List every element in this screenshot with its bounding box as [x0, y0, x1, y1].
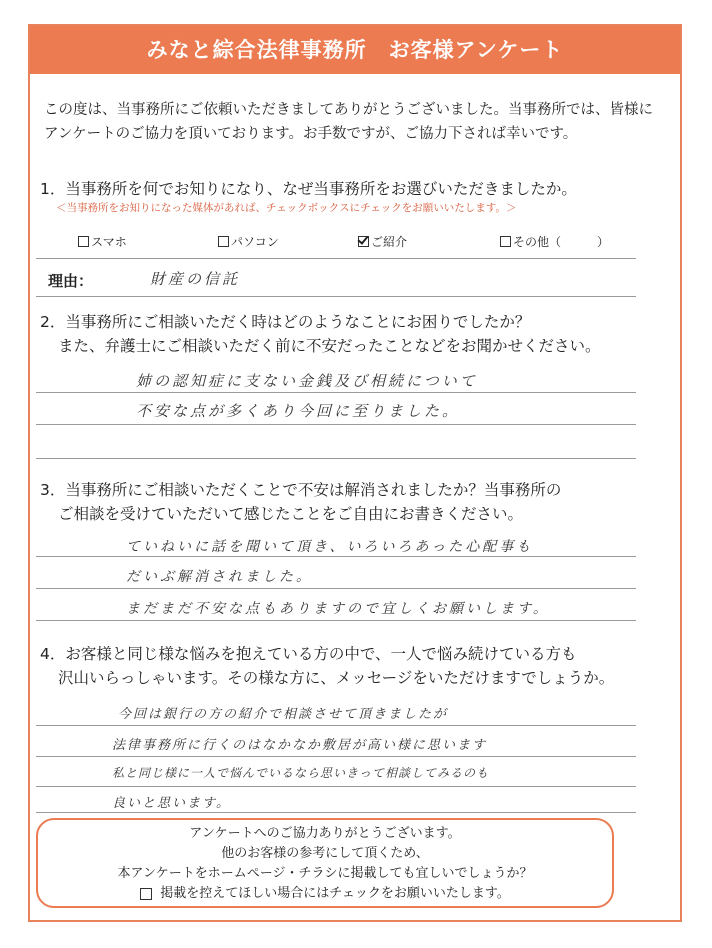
survey-title: みなと綜合法律事務所 お客様アンケート	[30, 26, 680, 74]
question-3	[40, 478, 561, 526]
answer-line	[36, 786, 636, 787]
reason-answer: 財産の信託	[150, 270, 241, 288]
answer-line	[36, 756, 636, 757]
checkbox-icon[interactable]	[500, 236, 511, 247]
answer-3-line-1: ていねいに話を聞いて頂き、いろいろあった心配事も	[126, 539, 534, 555]
checkbox-icon[interactable]	[218, 236, 229, 247]
checkbox-icon[interactable]	[78, 236, 89, 247]
question-1: 1．当事務所を何でお知りになり、なぜ当事務所をお選びいただきましたか。	[40, 180, 577, 198]
question-4-line-2: 沢山いらっしゃいます。その様な方に、メッセージをいただけますでしょうか。	[58, 669, 615, 687]
intro-text	[44, 98, 674, 146]
footer-line-1: アンケートへのご協力ありがとうございます。	[189, 826, 461, 841]
answer-3-line-3: まだまだ不安な点もありますので宜しくお願いします。	[126, 601, 550, 617]
question-1-note: ＜当事務所をお知りになった媒体があれば、チェックボックスにチェックをお願いいたします。＞	[56, 202, 517, 214]
checkbox-label: パソコン	[231, 235, 279, 249]
question-2-line-2: また、弁護士にご相談いただく前に不安だったことなどをお聞かせください。	[58, 337, 601, 355]
reason-label: 理由：	[48, 272, 94, 290]
answer-2-line-1: 姉の認知症に支ない金銭及び相続について	[136, 372, 478, 390]
publication-opt-out[interactable]	[38, 884, 612, 904]
answer-4-line-4: 良いと思います。	[112, 796, 231, 811]
answer-3-line-2: だいぶ解消されました。	[126, 569, 313, 585]
question-3-line-1: 3．当事務所にご相談いただくことで不安は解消されましたか？当事務所の	[40, 481, 562, 499]
answer-line	[36, 725, 636, 726]
checkbox-label: スマホ	[91, 235, 127, 249]
publication-consent-box	[36, 818, 614, 908]
checkbox-smartphone[interactable]	[78, 233, 127, 250]
question-4	[40, 642, 614, 690]
footer-line-4: 掲載を控えてほしい場合にはチェックをお願いいたします。	[160, 886, 510, 901]
answer-line	[36, 812, 636, 813]
checkbox-referral[interactable]	[358, 233, 407, 250]
footer-line-3: 本アンケートをホームページ・チラシに掲載しても宜しいでしょうか？	[117, 866, 533, 881]
opt-out-checkbox-icon[interactable]	[140, 888, 152, 900]
intro-line-1: この度は、当事務所にご依頼いただきましてありがとうございました。当事務所では、皆様に	[44, 102, 653, 118]
media-checkboxes	[0, 233, 712, 253]
question-4-line-1: 4．お客様と同じ様な悩みを抱えている方の中で、一人で悩み続けている方も	[40, 645, 577, 663]
question-2	[40, 310, 601, 358]
footer-line-2: 他のお客様の参考にして頂くため、	[221, 846, 429, 861]
checkbox-other[interactable]	[500, 233, 609, 250]
survey-sheet	[28, 24, 682, 922]
checkbox-label: その他（ ）	[513, 235, 610, 249]
answer-line	[36, 424, 636, 425]
checkbox-pc[interactable]	[218, 233, 279, 250]
divider	[36, 258, 636, 259]
question-3-line-2: ご相談を受けていただいて感じたことをご自由にお書きください。	[58, 505, 524, 523]
question-2-line-1: 2．当事務所にご相談いただく時はどのようなことにお困りでしたか？	[40, 313, 531, 331]
answer-4-line-3: 私と同じ様に一人で悩んでいるなら思いきって相談してみるのも	[112, 766, 490, 780]
answer-line	[36, 458, 636, 459]
answer-line	[36, 392, 636, 393]
answer-4-line-1: 今回は銀行の方の紹介で相談させて頂きましたが	[118, 707, 449, 722]
checkbox-label: ご紹介	[371, 235, 408, 249]
answer-line	[36, 556, 636, 557]
answer-2-line-2: 不安な点が多くあり今回に至りました。	[136, 402, 461, 420]
answer-4-line-2: 法律事務所に行くのはなかなか敷居が高い様に思います	[112, 738, 488, 753]
intro-line-2: アンケートのご協力を頂いております。お手数ですが、ご協力下されば幸いです。	[44, 126, 578, 142]
answer-line	[36, 588, 636, 589]
divider	[36, 296, 636, 297]
answer-line	[36, 620, 636, 621]
checkbox-checked-icon[interactable]	[358, 236, 369, 247]
